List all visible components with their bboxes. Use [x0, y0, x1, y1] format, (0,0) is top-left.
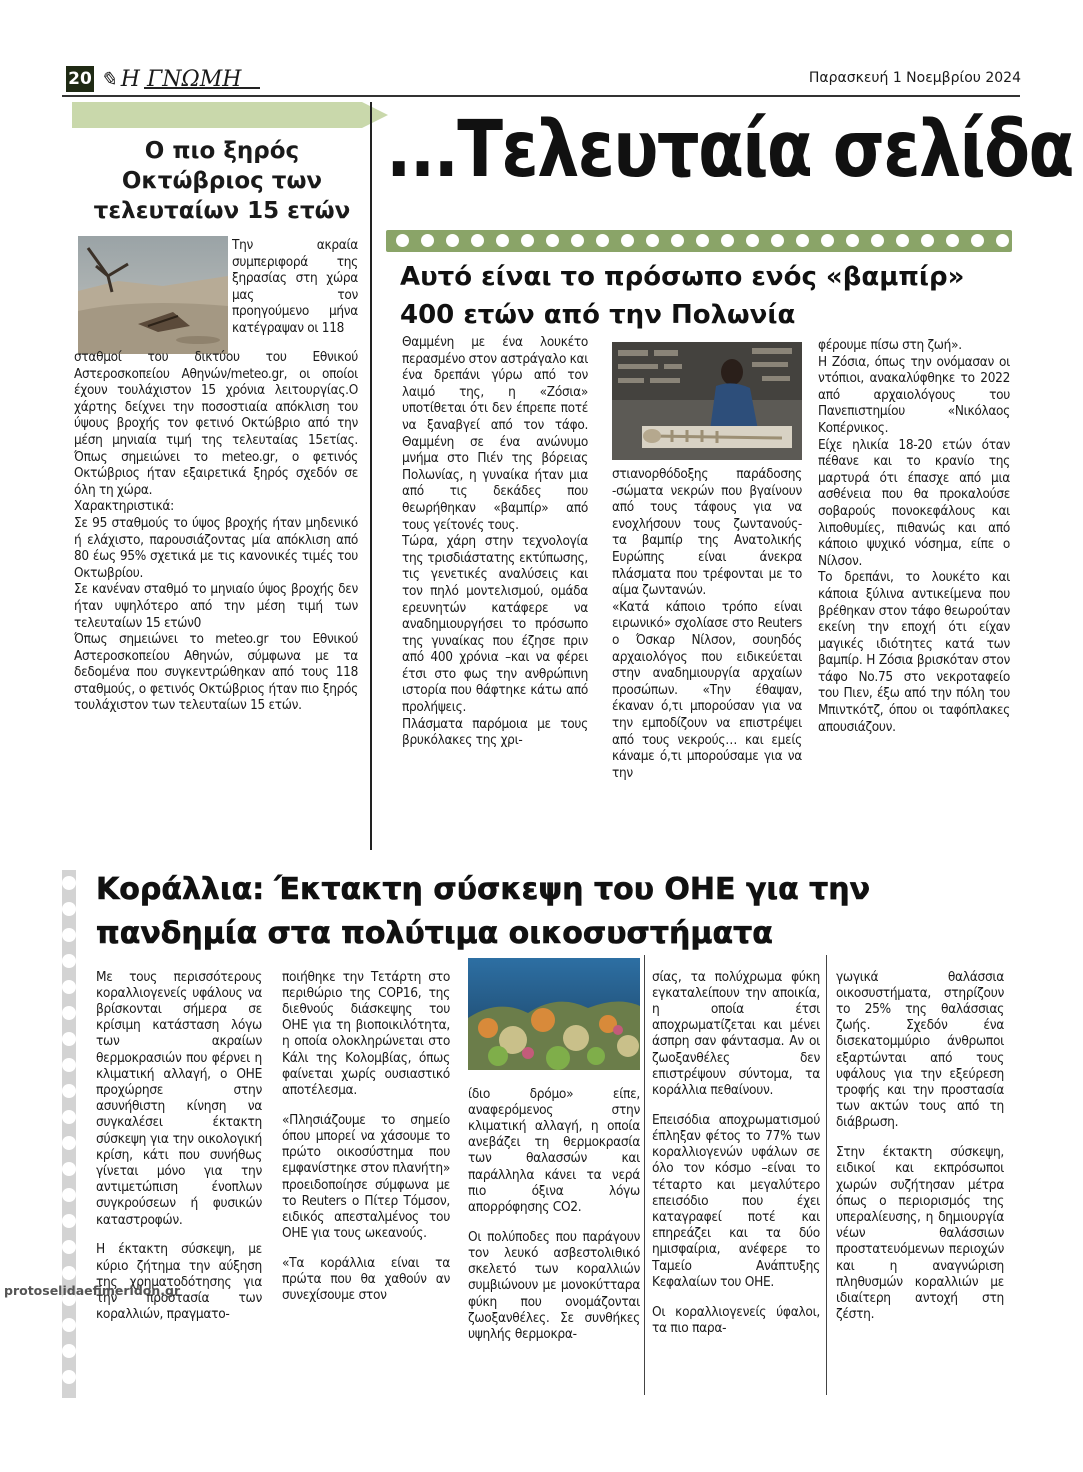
coral-article-headline [96, 868, 1016, 956]
coral-column-divider [644, 955, 645, 1395]
vampire-paragraph: Πλάσματα παρόμοια με τους βρυκόλακες της χρι- [402, 715, 588, 749]
coral-paragraph: «Τα κοράλλια είναι τα πρώτα που θα χαθούν αν συνεχίσουμε στον [282, 1255, 450, 1304]
coral-paragraph: σίας, τα πολύχρωμα φύκη εγκαταλείπουν την αποικία, η οποία έτσι αποχρωματίζεται και μένει άσπρη σαν φάντασμα. Αν οι ζωοξανθέλες δεν επιστρέψουν σύντομα, τα κοράλλια πεθαίνουν. [652, 968, 820, 1099]
logo-mark-icon: ✎ [100, 67, 117, 91]
coral-paragraph: Οι πολύποδες που παράγουν τον λευκό ασβεστολιθικό σκελετό των κοραλλιών συμβιώνουν με μονοκύτταρα φύκη που ονομάζονται ζωοξανθέλες. Σε συνθήκες υψηλής θερμοκρα- [468, 1228, 640, 1343]
issue-date: Παρασκευή 1 Νοεμβρίου 2024 [808, 70, 1021, 86]
vampire-paragraph: «Κατά κάποιο τρόπο είναι ειρωνικό» σχολίασε στο Reuters ο Όσκαρ Νίλσον, σουηδός αρχαιολόγος που ειδικεύεται στην αναδημιουργία αρχαίων προσώπων. «Την έθαψαν, έκαναν ό,τι μπορούσαν για να την εμποδίζουν να επιστρέψει από τους νεκρούς… και εμείς κάναμε ό,τι μπορούσαμε για να την [612, 598, 802, 781]
vampire-column-3 [818, 337, 1010, 735]
coral-column-divider [826, 955, 827, 1395]
coral-column-1 [96, 955, 262, 1336]
vampire-paragraph: Θαμμένη με ένα λουκέτο περασμένο στον αστράγαλο και ένα δρεπάνι γύρω από τον λαιμό της, η «Ζόσια» υποτίθεται ότι δεν έπρεπε ποτέ να ξαναβγεί από τον τάφο. Θαμμένη σε ένα ανώνυμο μνήμα στο Πιέν της βόρειας Πολωνίας, η γυναίκα ήταν μια από τις δεκάδες που θεωρήθηκαν «βαμπίρ» από τους γείτονές τους. [402, 334, 589, 533]
left-paragraph: Σε 95 σταθμούς το ύψος βροχής ήταν μηδενικό ή ελάχιστο, παρουσιάζοντας μία απόκλιση από 80 έως 95% σχετικά με τις κανονικές τιμές του Οκτωβρίου. [74, 514, 358, 581]
coral-paragraph: Με τους περισσότερους κοραλλιογενείς υφάλους να βρίσκονται σήμερα σε κρίσιμη κατάσταση λόγω των ακραίων θερμοκρασιών που φέρνει η κλιματική αλλαγή, ο ΟΗΕ προχώρησε στην ασυνήθιστη κίνηση να συγκαλέσει έκτακτη σύσκεψη για την οικολογική κρίση, κάτι που συνήθως γίνεται μόνο για την αντιμετώπιση ένοπλων συγκρούσεων ή φυσικών καταστροφών. [96, 968, 262, 1228]
left-article-body [74, 349, 358, 714]
section-title: ...Τελευταία σελίδα [386, 105, 1073, 195]
coral-paragraph: γωγικά θαλάσσια οικοσυστήματα, στηρίζουν το 25% της θαλάσσιας ζωής. Σχεδόν ένα δισεκατομμύριο άνθρωποι εξαρτώνται από τους υφάλους για την εξεύρεση τροφής και την προστασία των ακτών τους από τη διάβρωση. [836, 968, 1004, 1131]
left-article-intro: Την ακραία συμπεριφορά της ξηρασίας στη χώρα μας τον προηγούμενο μήνα κατέγραψαν οι 118 [232, 237, 358, 336]
coral-sidebar-dots [62, 870, 76, 1398]
coral-paragraph: Επεισόδια αποχρωματισμού έπληξαν φέτος το 77% των κοραλλιογενών υφάλων σε όλο τον κόσμο –είναι το τέταρτο και μεγαλύτερο επεισόδιο που έχει καταγραφεί ποτέ και επηρεάζει και τα δύο ημισφαίρια, ανέφερε το Ταμείο Ανάπτυξης Κεφαλαίων του ΟΗΕ. [652, 1111, 820, 1290]
vampire-column-1 [402, 334, 588, 749]
coral-column-4 [652, 955, 820, 1350]
coral-paragraph: Η έκτακτη σύσκεψη, με κύριο ζήτημα την αύξηση της χρηματοδότησης για την προστασία των κοραλλιών, πραγματο- [96, 1241, 262, 1323]
newspaper-logo [100, 64, 260, 94]
logo-rule [144, 87, 260, 89]
left-paragraph: Όπως σημειώνει το meteo.gr του Εθνικού Αστεροσκοπείου Αθηνών, σύμφωνα με τα δεδομένα που συγκεντρώθηκαν από τους 118 σταθμούς, ο φετινός Οκτώβριος ήταν πιο ξηρός τουλάχιστον των τελευταίων 15 ετών. [74, 631, 358, 714]
coral-headline-text: Κοράλλια: Έκτακτη σύσκεψη του ΟΗΕ για την πανδημία στα πολύτιμα οικοσυστήματα [96, 872, 871, 951]
vampire-paragraph: Είχε ηλικία 18-20 ετών όταν πέθανε και το κρανίο της μαρτυρά ότι έπασχε από μια ασθένεια που θα προκαλούσε σοβαρούς πονοκεφάλους και λιποθυμίες, πιθανώς και από κάποιο ψυχικό νόσημα, είπε ο Νίλσον. [818, 436, 1010, 569]
coral-paragraph: Στην έκτακτη σύσκεψη, ειδικοί και εκπρόσωποι χωρών συζήτησαν μέτρα όπως ο περιορισμός της υπεραλίευσης, η δημιουργία νέων θαλάσσιων προστατευόμενων περιοχών και η αναγνώριση πληθυσμών κοραλλιών με ιδιαίτερη αντοχή στη ζέστη. [836, 1144, 1004, 1323]
coral-paragraph: Οι κοραλλιογενείς ύφαλοι, τα πιο παρα- [652, 1303, 820, 1336]
site-watermark: protoselidaefimeridon.gr [4, 1283, 181, 1298]
coral-column-2 [282, 955, 450, 1317]
coral-column-5 [836, 955, 1004, 1336]
vampire-column-2 [612, 466, 802, 781]
skeleton-lab-photo [612, 342, 802, 460]
left-paragraph: Σε κανέναν σταθμό το μηνιαίο ύψος βροχής δεν ήταν υψηλότερο από την μέση τιμή των τελευταίων 15 ετών0 [74, 581, 358, 631]
left-headline-band [72, 102, 362, 128]
vampire-paragraph: φέρουμε πίσω στη ζωή». [818, 337, 962, 353]
page-number: 20 [66, 66, 94, 92]
left-article-headline: Ο πιο ξηρός Οκτώβριος των τελευταίων 15 ετών [93, 138, 351, 224]
coral-paragraph: ίδιο δρόμο» είπε, αναφερόμενος στην κλιματική αλλαγή, η οποία ανεβάζει τη θερμοκρασία των θαλασσών και παράλληλα κάνει τα νερά πιο όξινα λόγω απορρόφησης CO2. [468, 1085, 640, 1216]
left-paragraph: Χαρακτηριστικά: [74, 498, 174, 515]
logo-text: Η ΓΝΩΜΗ [120, 67, 242, 92]
vampire-paragraph: Η Ζόσια, όπως την ονόμασαν οι ντόπιοι, ανακαλύφθηκε το 2022 από αρχαιολόγους του Πανεπιστημίου «Νικόλαος Κοπέρνικος. [818, 353, 1010, 436]
vampire-paragraph: Τώρα, χάρη στην τεχνολογία της τρισδιάστατης εκτύπωσης, τις γενετικές αναλύσεις και τον πηλό μοντελισμού, ομάδα ερευνητών κατάφερε να αναδημιουργήσει το πρόσωπο της γυναίκας που έζησε πριν από 400 χρόνια –και να φέρει έτσι στο φως την ανθρώπινη ιστορία που θάφτηκε κάτω από προλήψεις. [402, 533, 588, 716]
dot-row [396, 234, 1021, 247]
coral-column-3 [468, 1072, 640, 1356]
vampire-paragraph: Το δρεπάνι, το λουκέτο και κάποια ξύλινα αντικείμενα που βρέθηκαν στον τάφο θεωρούταν εκείνη την εποχή ότι είχαν μαγικές ιδιότητες κατά των βαμπίρ. Η Ζόσια βρισκόταν στον τάφο Νο.75 στο νεκροταφείο του Πιεν, έξω από την πόλη του Μπιντκότζ, όπου οι ταφόπλακες απουσιάζουν. [818, 569, 1010, 735]
column-divider [370, 102, 372, 850]
vampire-article-headline: Αυτό είναι το πρόσωπο ενός «βαμπίρ» 400 ετών από την Πολωνία [400, 262, 965, 330]
coral-reef-photo [468, 958, 640, 1070]
decorative-dot-bar [386, 230, 1012, 252]
vampire-paragraph: στιανορθόδοξης παράδοσης -σώματα νεκρών που βγαίνουν από τους τάφους για να ενοχλήσουν τους ζωντανούς- τα βαμπίρ της Ανατολικής Ευρώπης είναι άνεκρα πλάσματα που τρέφονται με το αίμα ζωντανών. [612, 466, 802, 599]
coral-paragraph: «Πλησιάζουμε το σημείο όπου μπορεί να χάσουμε το πρώτο οικοσύστημα που εμφανίστηκε στον πλανήτη» προειδοποίησε σύμφωνα με το Reuters ο Πίτερ Τόμσον, ειδικός απεσταλμένος του ΟΗΕ για τους ωκεανούς. [282, 1111, 450, 1242]
coral-paragraph: ποιήθηκε την Τετάρτη στο περιθώριο της COP16, της διεθνούς διάσκεψης του ΟΗΕ για τη βιοποικιλότητα, η οποία ολοκληρώνεται στο Κάλι της Κολομβίας, όπως φαίνεται χωρίς ουσιαστικό αποτέλεσμα. [282, 968, 450, 1099]
left-paragraph: σταθμοί του δικτύου του Εθνικού Αστεροσκοπείου Αθηνών/meteo.gr, οι οποίοι έχουν τουλάχιστον 15 χρόνια λειτουργίας.Ο χάρτης δείχνει την ποσοστιαία απόκλιση του ύψους βροχής τον φετινό Οκτώβριο από την μέση μηνιαία τιμή της τελευταίας 15ετίας. Όπως σημειώνει το meteo.gr, ο φετινός Οκτώβριος ήταν εξαιρετικά ξηρός σχεδόν σε όλη τη χώρα. [74, 349, 358, 498]
dry-riverbed-photo [78, 236, 228, 354]
